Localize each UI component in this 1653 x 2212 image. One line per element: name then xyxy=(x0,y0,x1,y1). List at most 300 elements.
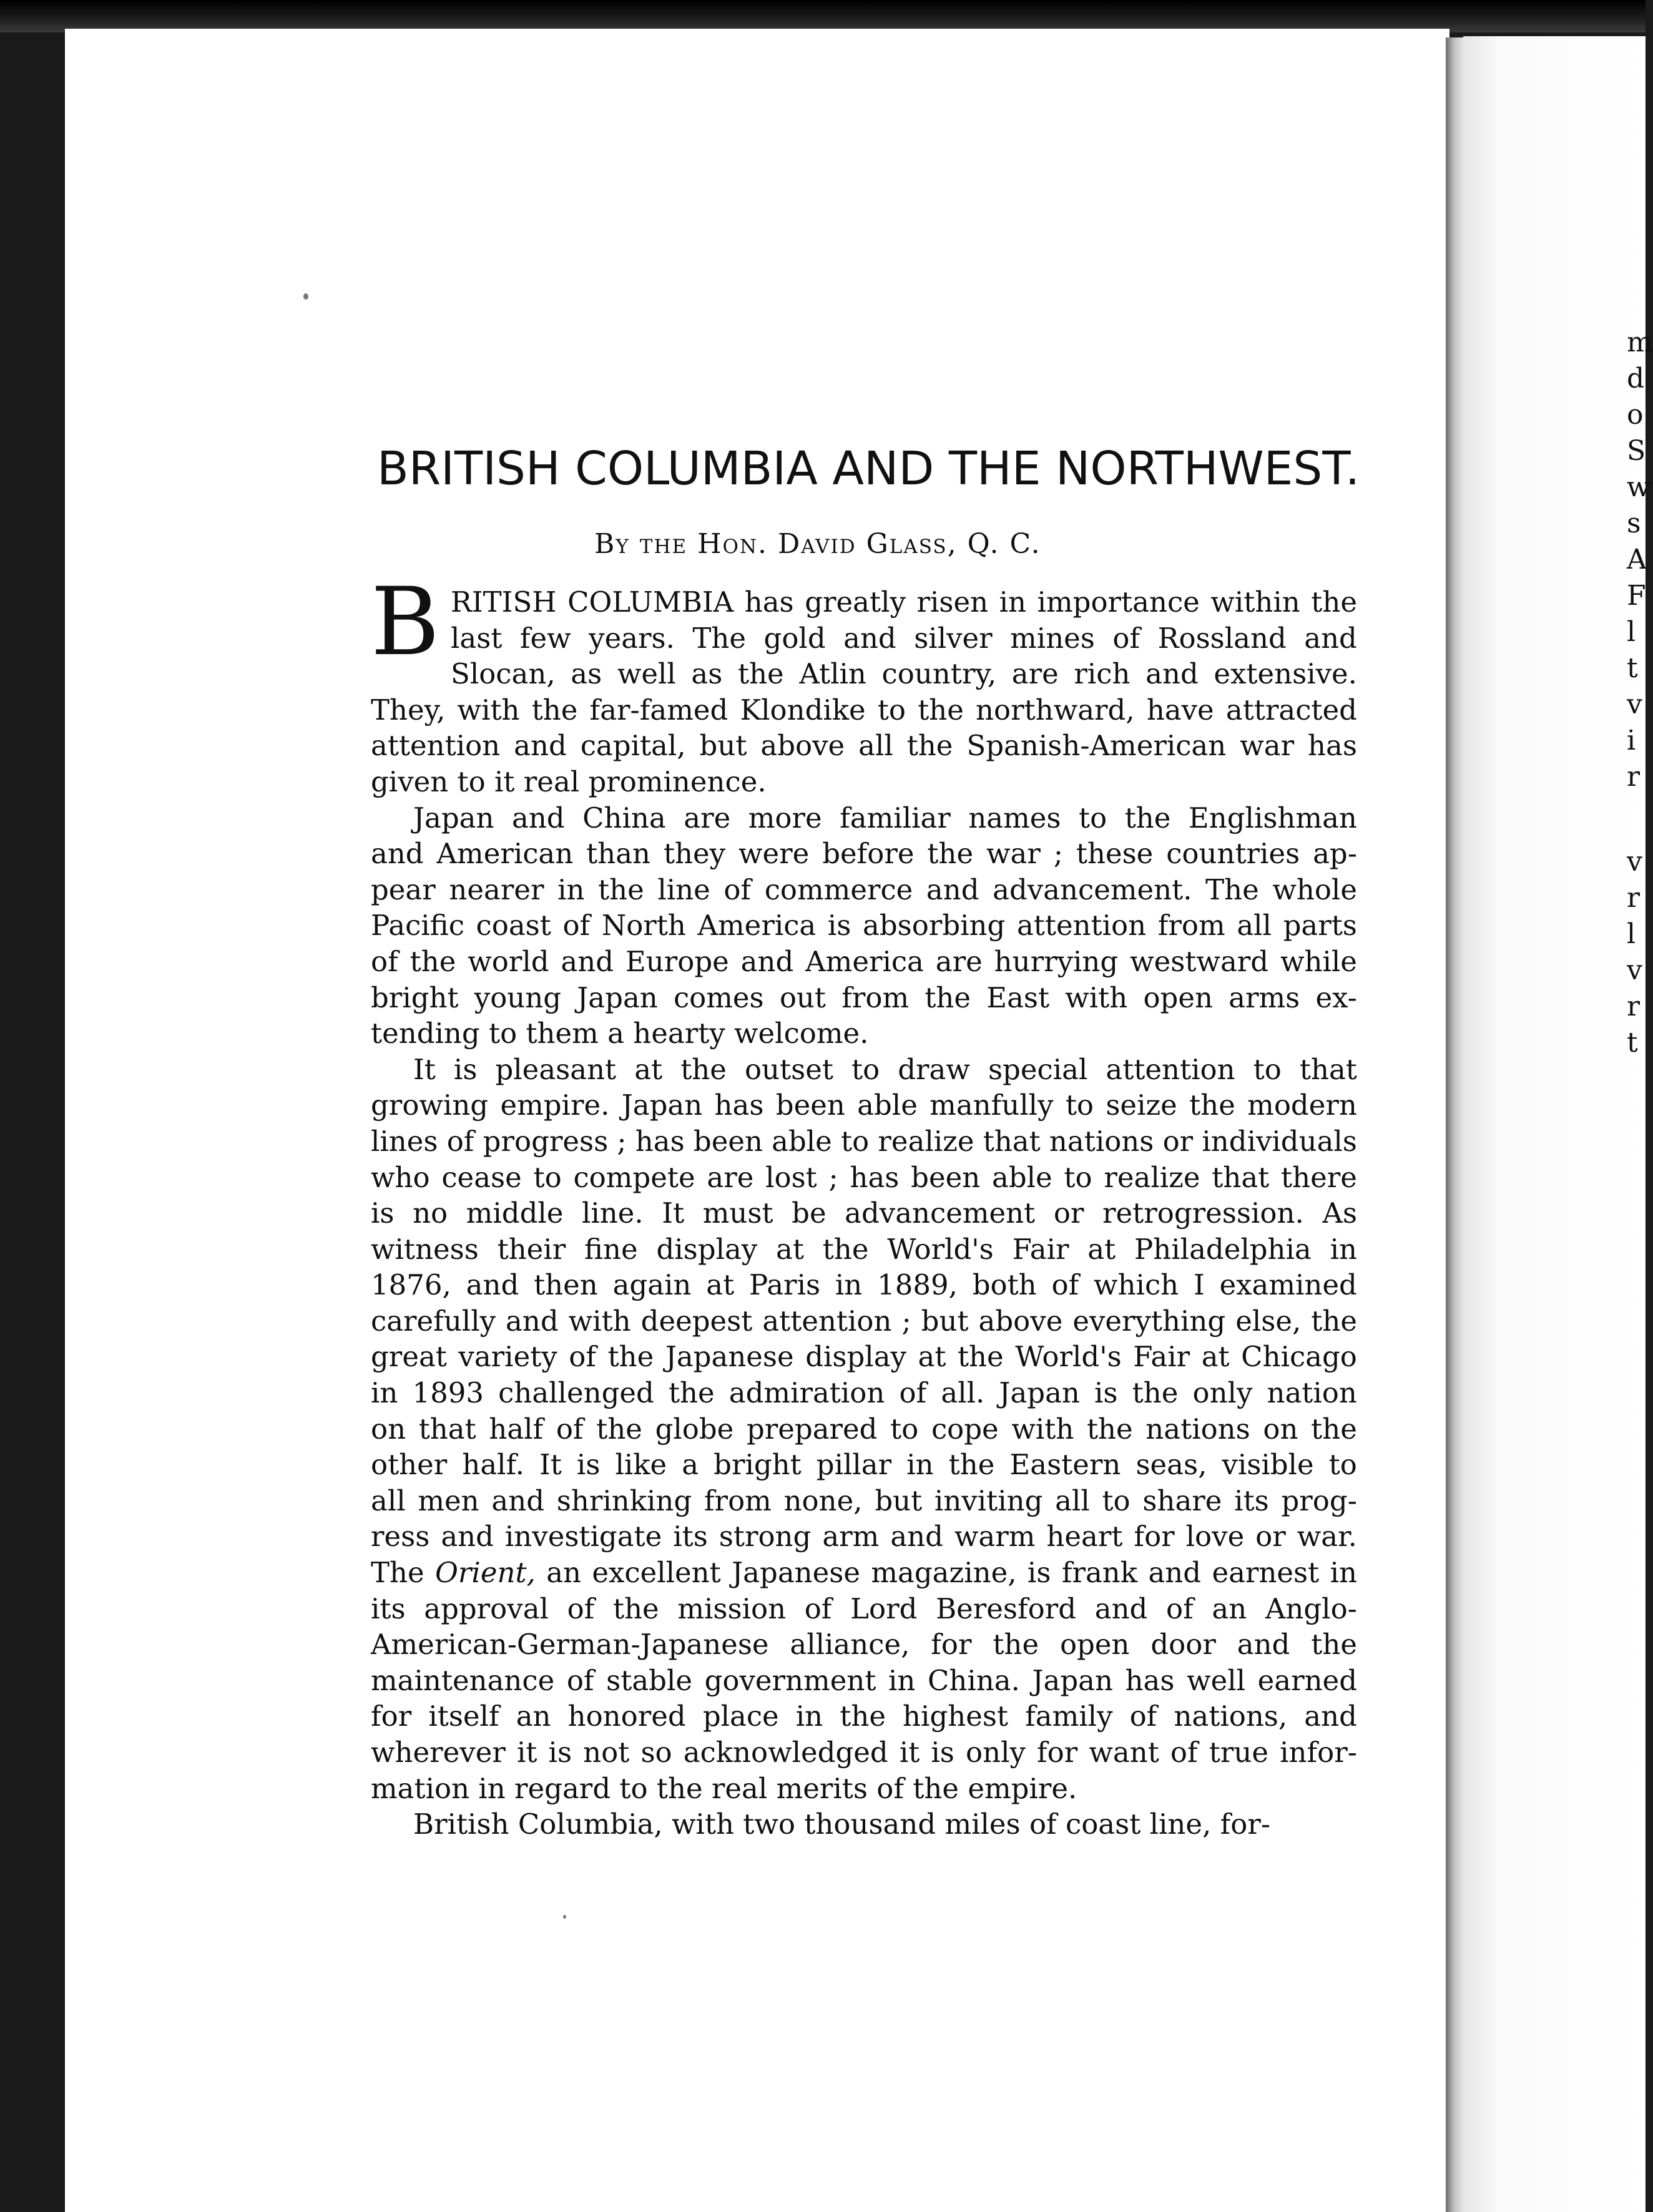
text-word: its xyxy=(371,1592,406,1625)
text-word: the xyxy=(598,873,644,906)
text-word: approval xyxy=(424,1592,549,1625)
text-word: greatly xyxy=(805,585,906,619)
text-word: well xyxy=(617,657,676,691)
text-word: arm xyxy=(822,1520,880,1554)
text-word: the xyxy=(680,1052,727,1086)
text-word: the xyxy=(737,657,784,691)
text-word: but xyxy=(875,1484,923,1517)
text-line xyxy=(371,1735,1357,1771)
adjacent-page-letter: i xyxy=(1627,725,1636,756)
text-word: at xyxy=(918,1340,946,1374)
text-word: were xyxy=(738,837,810,871)
text-word: like xyxy=(615,1448,667,1482)
text-word: countries xyxy=(1166,837,1300,871)
text-word: COLUMBIA xyxy=(567,585,734,619)
text-word: Lord xyxy=(850,1592,918,1625)
text-word: Japanese xyxy=(665,1340,794,1374)
text-word: at xyxy=(1201,1340,1230,1374)
adjacent-page-letter: S xyxy=(1627,435,1646,467)
text-word: in xyxy=(906,1448,934,1482)
adjacent-page-letter: t xyxy=(1627,1027,1638,1059)
text-word: has xyxy=(635,1124,685,1158)
text-word: in xyxy=(999,585,1027,619)
text-line xyxy=(371,1627,1357,1663)
text-word: the xyxy=(918,693,964,727)
text-word: only xyxy=(1192,1376,1253,1410)
text-word: been xyxy=(775,1089,845,1122)
text-word: middle xyxy=(466,1197,564,1230)
text-word: the xyxy=(668,1376,715,1410)
text-word: an xyxy=(1212,1592,1247,1625)
text-line xyxy=(371,1447,1357,1483)
text-word: the xyxy=(607,1340,654,1374)
text-word: attention xyxy=(1106,1052,1235,1086)
text-word: of xyxy=(1112,621,1140,655)
text-line xyxy=(371,980,1357,1016)
text-word: maintenance xyxy=(371,1663,555,1697)
text-word: to xyxy=(1328,1448,1357,1482)
text-word: the xyxy=(948,1448,995,1482)
text-word: Slocan, xyxy=(451,657,556,691)
text-word: to xyxy=(1253,1052,1282,1086)
text-word: then xyxy=(534,1268,598,1302)
adjacent-page-letter: l xyxy=(1627,616,1636,648)
text-line xyxy=(371,1591,1357,1627)
text-word: line xyxy=(657,873,710,906)
text-word: and xyxy=(1094,1592,1148,1625)
text-word: rich xyxy=(1074,657,1131,691)
page-gutter xyxy=(1446,37,1463,2212)
text-word: pillar xyxy=(816,1448,892,1482)
text-word: to xyxy=(890,1412,919,1446)
text-word: of xyxy=(804,1592,832,1625)
text-word: special xyxy=(988,1052,1088,1086)
text-line xyxy=(371,764,1357,800)
text-word: with xyxy=(568,1304,631,1338)
text-word: has xyxy=(1308,729,1357,763)
text-word: and xyxy=(1145,657,1199,691)
text-word: coast xyxy=(476,909,551,942)
text-word: Atlin xyxy=(799,657,866,691)
text-word: China. xyxy=(927,1663,1020,1697)
text-line xyxy=(371,908,1357,944)
text-word: for xyxy=(371,1700,412,1733)
text-word: Rossland xyxy=(1157,621,1287,655)
text-word: outset xyxy=(744,1052,833,1086)
text-word: last xyxy=(451,621,503,655)
text-word: witness xyxy=(371,1232,479,1266)
text-word: at xyxy=(1087,1232,1116,1266)
text-word: at xyxy=(634,1052,663,1086)
text-word: the xyxy=(906,729,953,763)
text-word: World's xyxy=(887,1232,994,1266)
text-word: excellent xyxy=(592,1556,721,1590)
text-line xyxy=(371,1555,1357,1591)
text-word: the xyxy=(1311,1304,1357,1338)
text-word: ress xyxy=(371,1520,430,1554)
text-word: and xyxy=(506,1304,559,1338)
text-word: for xyxy=(1134,1520,1175,1554)
text-word: of xyxy=(562,909,591,942)
text-word: share xyxy=(1142,1484,1222,1517)
text-word: fine xyxy=(584,1232,638,1266)
text-word: and xyxy=(466,1268,519,1302)
text-word: the xyxy=(993,1628,1039,1661)
text-word: individuals xyxy=(1202,1124,1357,1158)
text-word: seize xyxy=(1106,1089,1177,1122)
text-word: prog- xyxy=(1281,1484,1357,1517)
text-word: nearer xyxy=(449,873,544,906)
text-word: challenged xyxy=(498,1376,654,1410)
text-word: attention xyxy=(1016,909,1147,942)
text-word: strong xyxy=(719,1520,812,1554)
adjacent-page-letter: r xyxy=(1627,761,1641,793)
text-word: seas, xyxy=(1136,1448,1207,1482)
text-word: pear xyxy=(371,873,436,906)
text-word: deepest xyxy=(640,1304,753,1338)
text-word: the xyxy=(612,1592,659,1625)
text-word: an xyxy=(546,1556,582,1590)
text-word: country, xyxy=(881,657,997,691)
adjacent-page-letter: v xyxy=(1627,954,1642,986)
text-word: war xyxy=(986,837,1041,871)
text-word: to xyxy=(841,1124,870,1158)
text-word: in xyxy=(888,1663,916,1697)
text-word: of xyxy=(1166,1592,1194,1625)
text-line xyxy=(371,836,1357,872)
text-word: and xyxy=(890,1520,943,1554)
text-word: advancement xyxy=(845,1197,1036,1230)
text-word: ap- xyxy=(1313,837,1357,871)
text-word: in xyxy=(1330,1556,1357,1590)
text-word: with xyxy=(457,693,520,727)
text-word: who xyxy=(371,1160,430,1194)
article-body xyxy=(371,568,1357,1843)
text-word: that xyxy=(1299,1052,1357,1086)
text-word: ; xyxy=(901,1304,911,1338)
text-word: the xyxy=(1189,1089,1235,1122)
text-word: that xyxy=(1212,1160,1270,1194)
text-word: family xyxy=(1025,1700,1113,1733)
text-word: Fair xyxy=(1012,1232,1069,1266)
text-line xyxy=(371,620,1357,657)
adjacent-page-letter: s xyxy=(1627,507,1641,539)
text-word: but xyxy=(699,729,747,763)
text-word: and xyxy=(740,944,794,978)
text-word: Philadelphia xyxy=(1134,1232,1312,1266)
text-word: progress xyxy=(483,1124,609,1158)
text-word: and xyxy=(1237,1628,1290,1661)
text-word: before xyxy=(822,837,915,871)
drop-cap: B xyxy=(371,568,440,677)
adjacent-page-letter: v xyxy=(1627,688,1642,720)
text-word: of xyxy=(899,1376,927,1410)
text-word: It xyxy=(413,1052,436,1086)
article-byline: By the Hon. David Glass, Q. C. xyxy=(594,528,1041,560)
text-line xyxy=(371,1015,1357,1052)
text-word: heart xyxy=(1046,1520,1123,1554)
text-word: advancement. xyxy=(993,873,1192,906)
text-word: Japan xyxy=(413,801,494,834)
text-word: attention xyxy=(762,1304,892,1338)
text-word: the xyxy=(596,1412,642,1446)
text-word: of xyxy=(1051,1268,1079,1302)
text-word: mines xyxy=(1010,621,1095,655)
text-word: importance xyxy=(1037,585,1200,619)
text-word: their xyxy=(497,1232,566,1266)
text-word: its xyxy=(673,1520,708,1554)
text-word: Beresford xyxy=(936,1592,1077,1625)
text-word: Orient, xyxy=(435,1556,536,1590)
text-word: with xyxy=(1065,981,1128,1014)
text-word: that xyxy=(418,1412,476,1446)
text-word: bright xyxy=(714,1448,802,1482)
text-line xyxy=(371,1663,1357,1699)
text-line-content: given to it real prominence. xyxy=(371,765,767,798)
text-word: line. xyxy=(582,1197,644,1230)
text-word: attention xyxy=(371,729,501,763)
text-word: Japanese xyxy=(732,1556,860,1590)
text-word: been xyxy=(693,1124,763,1158)
text-word: East xyxy=(986,981,1050,1014)
text-word: lost xyxy=(765,1160,817,1194)
text-line xyxy=(371,1195,1357,1231)
text-word: on xyxy=(1263,1412,1298,1446)
text-word: from xyxy=(704,1484,772,1517)
text-word: and xyxy=(371,837,424,871)
text-word: out xyxy=(779,981,826,1014)
text-word: realize xyxy=(878,1124,974,1158)
text-word: in xyxy=(1330,1232,1357,1266)
text-word: government xyxy=(704,1663,876,1697)
text-word: parts xyxy=(1283,909,1357,942)
text-word: so xyxy=(640,1736,672,1769)
text-word: well xyxy=(1187,1663,1246,1697)
text-word: acknowledged xyxy=(683,1736,888,1769)
text-word: gold xyxy=(763,621,826,655)
text-line xyxy=(371,944,1357,980)
text-word: Englishman xyxy=(1188,801,1357,834)
text-line xyxy=(371,584,1357,620)
text-word: Fair xyxy=(1133,1340,1190,1374)
text-word: inviting xyxy=(934,1484,1043,1517)
text-line-content: mation in regard to the real merits of the empire. xyxy=(371,1771,1077,1805)
text-word: American-German-Japanese xyxy=(371,1628,769,1661)
text-word: whole xyxy=(1272,873,1357,906)
text-word: bright xyxy=(371,981,459,1014)
text-word: wherever xyxy=(371,1736,506,1769)
text-line xyxy=(371,1267,1357,1303)
text-word: Paris xyxy=(748,1268,821,1302)
text-word: globe xyxy=(655,1412,734,1446)
text-word: 1889, xyxy=(877,1268,958,1302)
text-word: the xyxy=(1124,801,1171,834)
text-word: has xyxy=(850,1160,900,1194)
text-word: all xyxy=(1237,909,1272,942)
text-word: the xyxy=(1311,585,1357,619)
text-line xyxy=(371,1806,1357,1843)
text-word: for xyxy=(1037,1736,1078,1769)
text-word: have xyxy=(1146,693,1214,727)
text-word: and xyxy=(1304,1700,1357,1733)
text-word: its xyxy=(1234,1484,1269,1517)
text-word: the xyxy=(840,1700,886,1733)
text-word: earned xyxy=(1257,1663,1357,1697)
text-word: at xyxy=(776,1232,804,1266)
text-word: pleasant xyxy=(495,1052,617,1086)
text-word: as xyxy=(571,657,602,691)
text-word: nation xyxy=(1267,1376,1357,1410)
text-word: North xyxy=(601,909,686,942)
text-word: stable xyxy=(606,1663,692,1697)
text-word: modern xyxy=(1247,1089,1357,1122)
text-word: in xyxy=(795,1700,823,1733)
text-line xyxy=(371,872,1357,908)
text-word: Chicago xyxy=(1241,1340,1357,1374)
text-word: northward, xyxy=(976,693,1135,727)
text-word: it xyxy=(516,1736,537,1769)
text-word: years. xyxy=(589,621,675,655)
text-word: of xyxy=(1170,1736,1198,1769)
text-word: of xyxy=(723,873,752,906)
text-word: world xyxy=(468,944,549,978)
text-word: to xyxy=(877,693,906,727)
text-word: in xyxy=(371,1376,398,1410)
text-word: admiration xyxy=(728,1376,885,1410)
adjacent-page-letter: o xyxy=(1627,399,1644,431)
scan-speck xyxy=(303,293,308,300)
text-word: extensive. xyxy=(1214,657,1357,691)
text-word: cease xyxy=(441,1160,522,1194)
text-word: It xyxy=(539,1448,562,1482)
text-word: is xyxy=(1094,1376,1118,1410)
text-word: of xyxy=(371,944,398,978)
text-word: compete xyxy=(573,1160,695,1194)
text-word: to xyxy=(533,1160,562,1194)
text-word: of xyxy=(556,1412,584,1446)
text-line xyxy=(371,1375,1357,1411)
text-word: and xyxy=(926,873,979,906)
text-word: They, xyxy=(371,693,446,727)
text-word: again xyxy=(612,1268,692,1302)
text-word: carefully xyxy=(371,1304,496,1338)
text-line xyxy=(371,1231,1357,1268)
text-word: able xyxy=(991,1160,1052,1194)
text-word: China xyxy=(582,801,666,834)
adjacent-page-letter: F xyxy=(1627,580,1646,612)
text-word: is xyxy=(576,1448,601,1482)
text-word: that xyxy=(983,1124,1041,1158)
text-word: absorbing xyxy=(863,909,1006,942)
text-word: ; xyxy=(617,1124,627,1158)
text-word: love xyxy=(1185,1520,1245,1554)
text-word: and xyxy=(1148,1556,1202,1590)
text-line xyxy=(371,1411,1357,1447)
text-word: of xyxy=(1129,1700,1157,1733)
text-word: and xyxy=(512,801,565,834)
text-word: all xyxy=(858,729,893,763)
text-word: are xyxy=(684,801,731,834)
text-word: I xyxy=(1193,1268,1205,1302)
text-word: examined xyxy=(1219,1268,1357,1302)
text-word: only xyxy=(966,1736,1026,1769)
adjacent-page-letter: r xyxy=(1627,882,1641,914)
text-word: half. xyxy=(462,1448,524,1482)
text-word: the xyxy=(531,693,578,727)
text-word: Anglo- xyxy=(1265,1592,1357,1625)
text-word: of xyxy=(566,1663,594,1697)
text-word: has xyxy=(714,1089,764,1122)
text-word: earnest xyxy=(1212,1556,1320,1590)
text-word: ; xyxy=(1053,837,1063,871)
text-word: place xyxy=(702,1700,779,1733)
text-word: RITISH xyxy=(451,585,557,619)
text-line xyxy=(371,1519,1357,1555)
text-word: to xyxy=(1064,1160,1092,1194)
text-word: is xyxy=(931,1736,954,1769)
text-line xyxy=(371,728,1357,764)
text-word: names xyxy=(968,801,1061,834)
text-word: Klondike xyxy=(740,693,866,727)
text-word: no xyxy=(413,1197,448,1230)
text-word: Europe xyxy=(625,944,729,978)
text-word: nations, xyxy=(1174,1700,1288,1733)
text-word: The xyxy=(692,621,747,655)
text-word: Japan xyxy=(1032,1663,1113,1697)
text-word: above xyxy=(978,1304,1063,1338)
text-word: than xyxy=(586,837,651,871)
text-word: arms xyxy=(1229,981,1300,1014)
text-line xyxy=(371,1123,1357,1160)
text-word: manfully xyxy=(930,1089,1054,1122)
text-word: and xyxy=(561,944,614,978)
adjacent-page-letter: A xyxy=(1627,544,1647,575)
text-word: door xyxy=(1150,1628,1216,1661)
text-word: capital, xyxy=(580,729,686,763)
text-word: able xyxy=(772,1124,832,1158)
text-word: alliance, xyxy=(790,1628,910,1661)
text-word: nations xyxy=(1049,1124,1154,1158)
text-word: want xyxy=(1089,1736,1159,1769)
text-line xyxy=(371,1339,1357,1375)
text-word: The xyxy=(371,1556,424,1590)
text-word: American xyxy=(436,837,574,871)
text-word: display xyxy=(805,1340,906,1374)
text-word: war xyxy=(1240,729,1295,763)
text-word: infor- xyxy=(1280,1736,1357,1769)
text-word: at xyxy=(706,1268,735,1302)
article-title: BRITISH COLUMBIA AND THE NORTHWEST. xyxy=(377,442,1360,496)
text-word: As xyxy=(1322,1197,1357,1230)
adjacent-page-letter: l xyxy=(1627,918,1636,950)
text-word: Japan xyxy=(621,1089,703,1122)
text-word: of xyxy=(569,1340,597,1374)
text-word: to xyxy=(1079,801,1107,834)
text-word: and xyxy=(1304,621,1357,655)
text-word: variety xyxy=(458,1340,557,1374)
adjacent-page-letter: d xyxy=(1627,363,1645,394)
text-word: men xyxy=(418,1484,479,1517)
text-word: the xyxy=(925,981,971,1014)
text-word: the xyxy=(957,1340,1004,1374)
text-word: empire. xyxy=(500,1089,610,1122)
text-line xyxy=(371,1771,1357,1807)
text-word: realize xyxy=(1104,1160,1200,1194)
text-word: and xyxy=(491,1484,545,1517)
text-word: familiar xyxy=(840,801,951,834)
text-word: is xyxy=(827,909,851,942)
text-word: the xyxy=(1132,1376,1179,1410)
